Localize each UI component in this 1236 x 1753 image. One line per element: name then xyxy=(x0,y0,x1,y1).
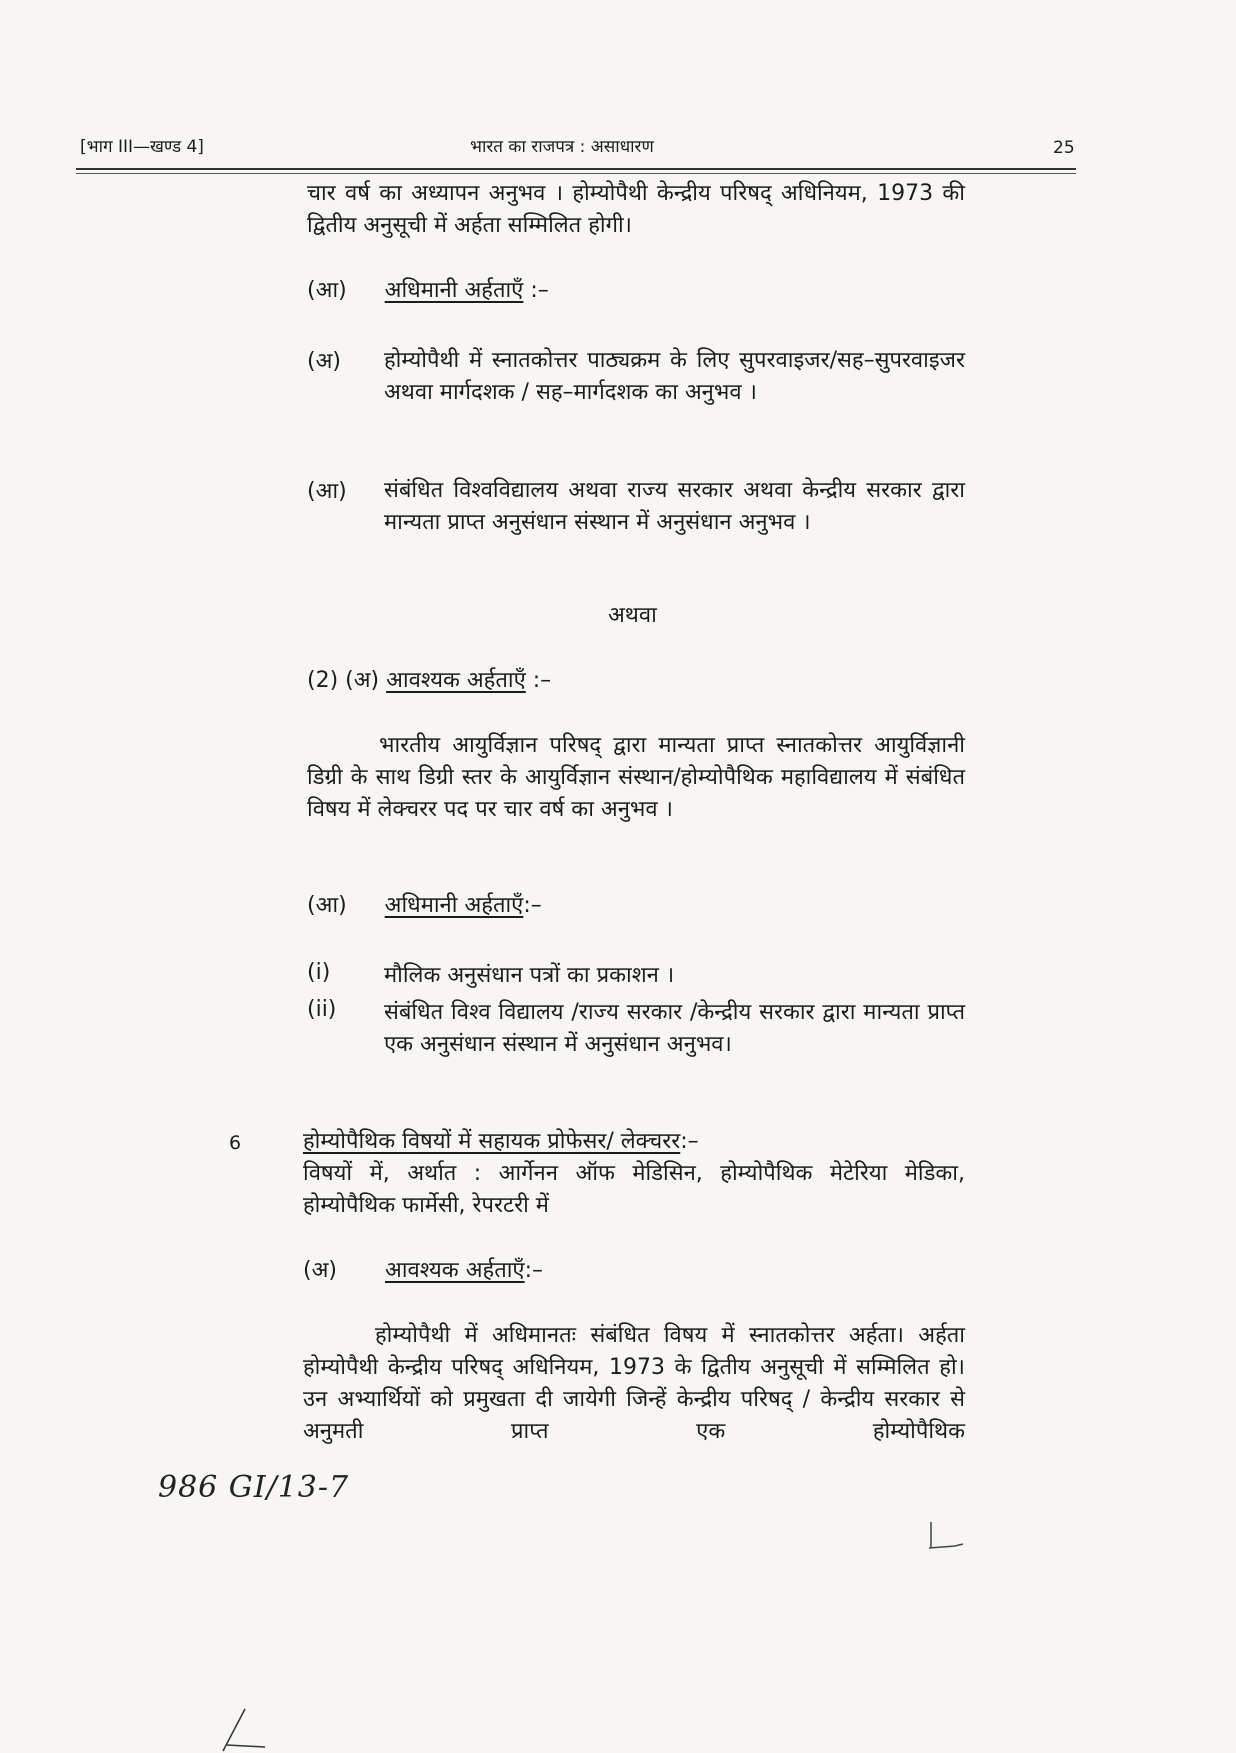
list-marker: (ii) xyxy=(307,997,337,1022)
list-marker: (आ) xyxy=(307,479,347,504)
essential-paragraph-2: भारतीय आयुर्विज्ञान परिषद् द्वारा मान्यता प्राप्त स्नातकोत्तर आयुर्विज्ञानी डिग्री के साथ डिग्री स्तर के आयुर्विज्ञान संस्थान/होम्योपैथिक महाविद्यालय में संबंधित विषय में लेक्चरर पद पर चार वर्ष का अनुभव । xyxy=(307,733,965,822)
or-separator: अथवा xyxy=(608,603,657,628)
desirable-title: अधिमानी अर्हताएँ xyxy=(384,893,524,918)
desirable-heading-1 xyxy=(307,275,549,307)
list-marker: (अ) xyxy=(307,349,341,374)
heading-prefix: (2) (अ) xyxy=(307,668,387,693)
desirable-item-b: संबंधित विश्वविद्यालय अथवा राज्य सरकार अथवा केन्द्रीय सरकार द्वारा मान्यता प्राप्त अनुसंधान संस्थान में अनुसंधान अनुभव । xyxy=(384,478,965,535)
essential-title: आवश्यक अर्हताएँ xyxy=(384,1258,525,1283)
scan-mark xyxy=(215,1705,275,1753)
list-marker: (i) xyxy=(307,960,331,985)
intro-paragraph: चार वर्ष का अध्यापन अनुभव । होम्योपैथी केन्द्रीय परिषद् अधिनियम, 1973 की द्वितीय अनुसूची में अर्हता सम्मिलित होगी। xyxy=(307,181,965,238)
essential-heading-6 xyxy=(303,1255,543,1287)
item-title: होम्योपैथिक विषयों में सहायक प्रोफेसर/ लेक्चरर xyxy=(303,1129,681,1154)
essential-title: आवश्यक अर्हताएँ xyxy=(386,668,526,693)
desirable-title: अधिमानी अर्हताएँ xyxy=(384,278,524,303)
title-suffix: :– xyxy=(524,1258,544,1283)
item-number: 6 xyxy=(229,1132,242,1154)
list-marker: (आ) xyxy=(307,893,347,918)
desirable-item-a: होम्योपैथी में स्नातकोत्तर पाठ्यक्रम के लिए सुपरवाइजर/सह–सुपरवाइजर अथवा मार्गदशक / सह–मार्गदशक का अनुभव । xyxy=(384,348,965,405)
title-suffix: :– xyxy=(523,893,542,918)
essential-paragraph-6: होम्योपैथी में अधिमानतः संबंधित विषय में स्नातकोत्तर अर्हता। अर्हता होम्योपैथी केन्द्रीय परिषद् अधिनियम, 1973 के द्वितीय अनुसूची में सम्मिलित हो। उन अभ्यार्थियों को प्रमुखता दी जायेगी जिन्हें केन्द्रीय परिषद् / केन्द्रीय सरकार से अनुमती प्राप्त एक होम्योपैथिक xyxy=(303,1323,965,1444)
desirable-item-i: मौलिक अनुसंधान पत्रों का प्रकाशन । xyxy=(384,963,675,988)
list-marker: (आ) xyxy=(307,278,347,303)
item-6-title xyxy=(303,1126,699,1158)
page-number: 25 xyxy=(1053,138,1075,158)
gazette-part-label: [भाग III—खण्ड 4] xyxy=(80,137,204,157)
title-suffix: :– xyxy=(525,668,552,693)
item-6-subjects: विषयों में, अर्थात : आर्गेनन ऑफ मेडिसिन, होम्योपैथिक मेटेरिया मेडिका, होम्योपैथिक फार्मेसी, रेपरटरी में xyxy=(303,1161,965,1218)
essential-heading-2 xyxy=(307,665,551,697)
handwritten-reference: 986 GI/13-7 xyxy=(158,1470,350,1505)
title-suffix: :– xyxy=(523,278,549,303)
scan-mark xyxy=(925,1518,975,1558)
header-rule xyxy=(76,168,1076,170)
desirable-heading-2 xyxy=(307,890,542,922)
header-rule-thin xyxy=(76,173,1076,174)
gazette-title: भारत का राजपत्र : असाधारण xyxy=(470,137,654,157)
list-marker: (अ) xyxy=(303,1258,337,1283)
title-suffix: :– xyxy=(680,1129,699,1154)
desirable-item-ii: संबंधित विश्व विद्यालय /राज्य सरकार /केन्द्रीय सरकार द्वारा मान्यता प्राप्त एक अनुसंधान संस्थान में अनुसंधान अनुभव। xyxy=(384,1000,965,1057)
